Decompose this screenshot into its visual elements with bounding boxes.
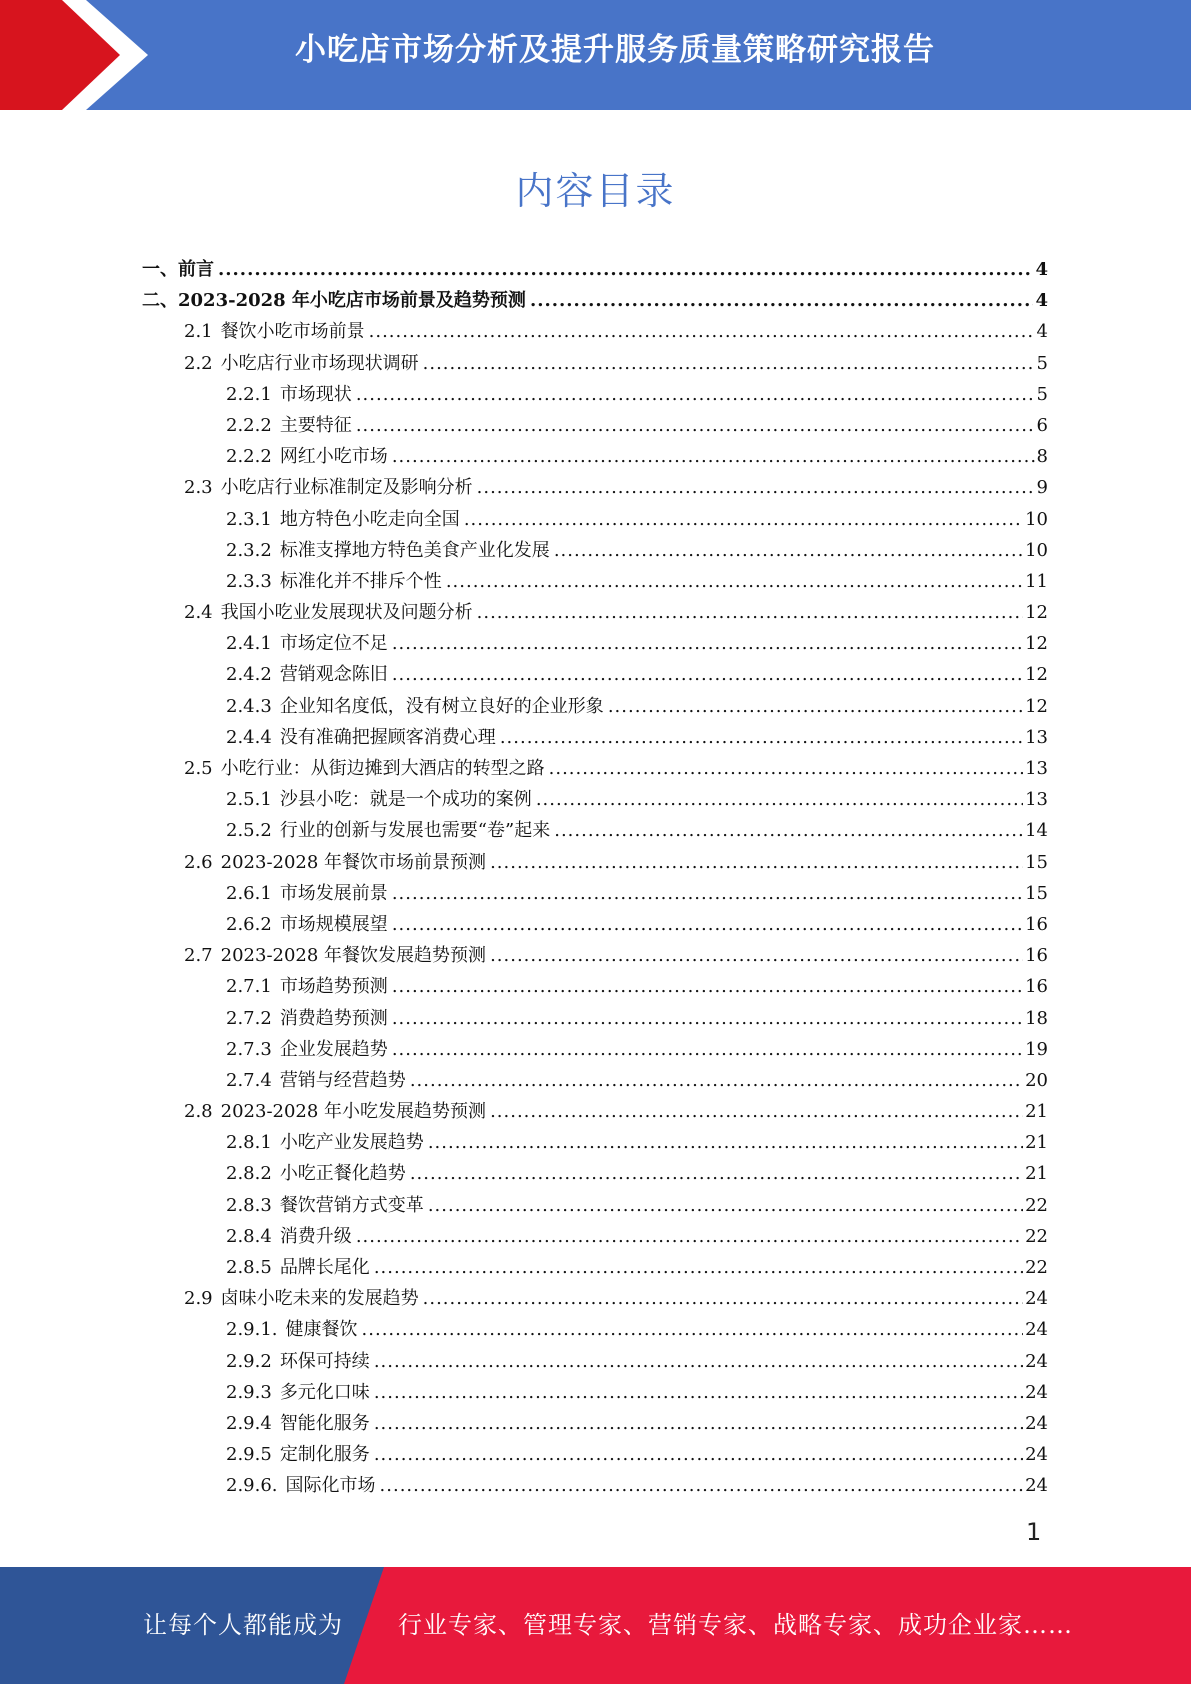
toc-entry-page: 14 [1025, 820, 1048, 842]
toc-entry-number: 2.2.2 [226, 414, 272, 436]
toc-entry[interactable] [142, 1127, 1048, 1158]
toc-entry[interactable] [142, 691, 1048, 722]
toc-entry-number: 2.2.1 [226, 383, 272, 405]
toc-entry-title: 国际化市场 [285, 1475, 376, 1497]
toc-entry-page: 24 [1025, 1319, 1048, 1341]
toc-entry[interactable] [142, 784, 1048, 815]
toc-entry-number: 2.7.2 [226, 1007, 272, 1029]
toc-dot-leader [392, 1034, 1023, 1065]
toc-entry-title: 营销与经营趋势 [279, 1069, 406, 1091]
toc-entry-title: 标准支撑地方特色美食产业化发展 [279, 539, 550, 561]
toc-dot-leader [608, 691, 1023, 722]
toc-entry-title: 小吃产业发展趋势 [279, 1132, 424, 1154]
toc-entry[interactable] [142, 1190, 1048, 1221]
toc-dot-leader [410, 1065, 1023, 1096]
toc-entry-title: 消费升级 [279, 1225, 352, 1247]
toc-entry[interactable] [142, 1346, 1048, 1377]
toc-entry-title: 环保可持续 [279, 1350, 370, 1372]
toc-entry-page: 21 [1025, 1163, 1048, 1185]
toc-entry[interactable] [142, 1377, 1048, 1408]
table-of-contents [142, 254, 1048, 1502]
toc-entry[interactable] [142, 566, 1048, 597]
toc-entry-number: 二、 [142, 290, 178, 312]
toc-entry-page: 4 [1035, 290, 1048, 312]
toc-entry-number: 2.8.4 [226, 1225, 272, 1247]
toc-entry-title: 健康餐饮 [285, 1319, 358, 1341]
toc-entry-title: 2023-2028 年小吃发展趋势预测 [220, 1101, 487, 1123]
toc-dot-leader [410, 1158, 1023, 1189]
toc-dot-leader [554, 815, 1023, 846]
toc-entry-page: 22 [1025, 1194, 1048, 1216]
toc-entry-title: 餐饮营销方式变革 [279, 1194, 424, 1216]
toc-heading: 内容目录 [515, 169, 676, 213]
toc-entry-title: 小吃行业：从街边摊到大酒店的转型之路 [220, 758, 545, 779]
toc-entry[interactable] [142, 1158, 1048, 1189]
toc-entry-title: 网红小吃市场 [279, 446, 388, 468]
toc-dot-leader [530, 285, 1034, 316]
toc-dot-leader [392, 971, 1023, 1002]
toc-entry[interactable] [142, 753, 1048, 784]
toc-entry[interactable] [142, 379, 1048, 410]
toc-dot-leader [392, 1003, 1023, 1034]
toc-entry[interactable] [142, 1252, 1048, 1283]
toc-entry-page: 16 [1025, 945, 1048, 967]
toc-entry-page: 8 [1036, 446, 1048, 468]
toc-entry[interactable] [142, 472, 1048, 503]
toc-entry-number: 2.9.2 [226, 1350, 272, 1372]
toc-entry-number: 2.9.6. [226, 1475, 278, 1497]
toc-entry[interactable] [142, 1221, 1048, 1252]
toc-entry-page: 16 [1025, 913, 1048, 935]
toc-entry[interactable] [142, 504, 1048, 535]
toc-entry-number: 2.5.1 [226, 789, 272, 811]
toc-entry-number: 2.2 [184, 352, 213, 374]
toc-entry-page: 21 [1025, 1101, 1048, 1123]
toc-entry[interactable] [142, 348, 1048, 379]
toc-entry-number: 一、 [142, 259, 178, 280]
toc-dot-leader [218, 254, 1033, 285]
toc-entry-page: 13 [1025, 789, 1048, 811]
toc-entry-page: 16 [1025, 976, 1048, 998]
toc-dot-leader [477, 597, 1023, 628]
toc-entry-number: 2.3.3 [226, 570, 272, 592]
toc-entry-title: 2023-2028 年餐饮发展趋势预测 [220, 945, 487, 967]
toc-entry[interactable] [142, 441, 1048, 472]
toc-entry-page: 13 [1025, 758, 1048, 779]
toc-entry-page: 13 [1025, 726, 1048, 748]
toc-dot-leader [490, 847, 1023, 878]
toc-dot-leader [374, 1346, 1023, 1377]
toc-dot-leader [554, 535, 1023, 566]
toc-entry[interactable] [142, 1283, 1048, 1314]
toc-dot-leader [464, 504, 1023, 535]
toc-entry-number: 2.8.5 [226, 1257, 272, 1278]
toc-entry-title: 消费趋势预测 [279, 1007, 388, 1029]
toc-dot-leader [392, 659, 1023, 690]
toc-dot-leader [374, 1408, 1023, 1439]
toc-dot-leader [490, 940, 1023, 971]
toc-entry-page: 12 [1025, 695, 1048, 717]
toc-entry-number: 2.7.1 [226, 976, 272, 998]
toc-entry[interactable] [142, 878, 1048, 909]
toc-dot-leader [392, 878, 1023, 909]
toc-dot-leader [369, 316, 1035, 347]
toc-entry[interactable] [142, 1408, 1048, 1439]
toc-entry-page: 20 [1025, 1069, 1048, 1091]
toc-entry[interactable] [142, 1439, 1048, 1470]
toc-entry-page: 10 [1025, 539, 1048, 561]
toc-entry[interactable] [142, 815, 1048, 846]
toc-entry-number: 2.8 [184, 1101, 213, 1123]
toc-entry-title: 地方特色小吃走向全国 [279, 508, 460, 530]
toc-entry-title: 企业知名度低，没有树立良好的企业形象 [279, 695, 604, 717]
toc-entry-page: 24 [1025, 1288, 1048, 1310]
toc-entry-page: 12 [1025, 633, 1048, 655]
toc-entry-number: 2.9.4 [226, 1412, 272, 1434]
toc-dot-leader [374, 1439, 1023, 1470]
toc-entry-page: 5 [1036, 352, 1048, 374]
toc-entry-title: 营销观念陈旧 [279, 664, 388, 686]
toc-entry-number: 2.5.2 [226, 820, 272, 842]
toc-entry-number: 2.2.2 [226, 446, 272, 468]
toc-entry-number: 2.8.3 [226, 1194, 272, 1216]
toc-entry-page: 12 [1025, 602, 1048, 624]
toc-entry-number: 2.7.4 [226, 1069, 272, 1091]
toc-entry-page: 10 [1025, 508, 1048, 530]
toc-entry-number: 2.3 [184, 477, 213, 499]
toc-entry-title: 没有准确把握顾客消费心理 [279, 726, 496, 748]
toc-entry-number: 2.9.5 [226, 1444, 272, 1466]
toc-entry-number: 2.6.2 [226, 913, 272, 935]
toc-entry-number: 2.4.4 [226, 726, 272, 748]
toc-entry[interactable] [142, 909, 1048, 940]
toc-entry-page: 24 [1025, 1412, 1048, 1434]
toc-entry-page: 4 [1035, 259, 1048, 280]
toc-entry-title: 小吃店行业标准制定及影响分析 [220, 477, 473, 499]
toc-entry[interactable] [142, 285, 1048, 316]
toc-dot-leader [392, 909, 1023, 940]
toc-entry-page: 5 [1036, 383, 1048, 405]
toc-entry-page: 22 [1025, 1225, 1048, 1247]
toc-entry-page: 21 [1025, 1132, 1048, 1154]
toc-entry[interactable] [142, 410, 1048, 441]
toc-entry[interactable] [142, 1065, 1048, 1096]
toc-entry-number: 2.9.1. [226, 1319, 278, 1341]
toc-entry-title: 市场规模展望 [279, 913, 388, 935]
header-band [0, 0, 1191, 110]
toc-entry-title: 市场现状 [279, 383, 352, 405]
toc-entry-title: 市场趋势预测 [279, 976, 388, 998]
toc-dot-leader [374, 1377, 1023, 1408]
toc-dot-leader [423, 348, 1035, 379]
toc-entry-number: 2.3.2 [226, 539, 272, 561]
toc-entry-number: 2.4.1 [226, 633, 272, 655]
toc-dot-leader [500, 722, 1023, 753]
toc-entry-number: 2.9 [184, 1288, 213, 1310]
toc-entry-title: 餐饮小吃市场前景 [220, 321, 365, 343]
toc-entry[interactable] [142, 847, 1048, 878]
toc-entry-number: 2.8.2 [226, 1163, 272, 1185]
toc-dot-leader [392, 628, 1023, 659]
toc-entry-title: 沙县小吃：就是一个成功的案例 [279, 789, 532, 811]
toc-entry[interactable] [142, 254, 1048, 285]
toc-entry-title: 2023-2028 年餐饮市场前景预测 [220, 851, 487, 873]
toc-entry[interactable] [142, 1470, 1048, 1501]
toc-entry[interactable] [142, 535, 1048, 566]
toc-entry-page: 9 [1036, 477, 1048, 499]
toc-entry-title: 企业发展趋势 [279, 1038, 388, 1060]
toc-entry-title: 市场发展前景 [279, 882, 388, 904]
toc-dot-leader [536, 784, 1023, 815]
toc-dot-leader [490, 1096, 1023, 1127]
toc-entry[interactable] [142, 628, 1048, 659]
toc-entry-title: 小吃正餐化趋势 [279, 1163, 406, 1185]
toc-entry-title: 智能化服务 [279, 1412, 370, 1434]
toc-entry-title: 行业的创新与发展也需要“卷”起来 [279, 820, 551, 842]
toc-entry[interactable] [142, 1096, 1048, 1127]
toc-entry-title: 2023-2028 年小吃店市场前景及趋势预测 [178, 290, 526, 312]
toc-entry-page: 4 [1036, 321, 1048, 343]
toc-dot-leader [356, 410, 1035, 441]
footer-roles: 行业专家、管理专家、营销专家、战略专家、成功企业家…… [398, 1611, 1073, 1639]
toc-entry-number: 2.5 [184, 758, 213, 779]
toc-entry-page: 19 [1025, 1038, 1048, 1060]
toc-entry-page: 24 [1025, 1381, 1048, 1403]
toc-dot-leader [477, 472, 1035, 503]
toc-entry-number: 2.4.2 [226, 664, 272, 686]
toc-entry-number: 2.4.3 [226, 695, 272, 717]
toc-entry-page: 6 [1036, 414, 1048, 436]
toc-entry-title: 市场定位不足 [279, 633, 388, 655]
toc-entry-number: 2.7.3 [226, 1038, 272, 1060]
toc-entry[interactable] [142, 1003, 1048, 1034]
toc-entry[interactable] [142, 597, 1048, 628]
toc-dot-leader [356, 1221, 1023, 1252]
toc-entry[interactable] [142, 1314, 1048, 1345]
toc-entry[interactable] [142, 940, 1048, 971]
toc-entry-page: 11 [1025, 570, 1048, 592]
toc-entry-title: 前言 [178, 259, 214, 280]
toc-entry-title: 我国小吃业发展现状及问题分析 [220, 602, 473, 624]
toc-entry-number: 2.8.1 [226, 1132, 272, 1154]
toc-dot-leader [374, 1252, 1023, 1283]
toc-dot-leader [423, 1283, 1023, 1314]
toc-dot-leader [380, 1470, 1024, 1501]
toc-entry-page: 24 [1025, 1444, 1048, 1466]
toc-entry[interactable] [142, 659, 1048, 690]
toc-entry-title: 标准化并不排斥个性 [279, 570, 442, 592]
toc-entry-page: 18 [1025, 1007, 1048, 1029]
toc-entry-page: 22 [1025, 1257, 1048, 1278]
toc-entry[interactable] [142, 722, 1048, 753]
toc-entry-title: 定制化服务 [279, 1444, 370, 1466]
toc-dot-leader [356, 379, 1035, 410]
toc-entry-title: 品牌长尾化 [279, 1257, 370, 1278]
toc-dot-leader [446, 566, 1023, 597]
toc-entry-number: 2.6 [184, 851, 213, 873]
toc-entry-page: 15 [1025, 851, 1048, 873]
toc-entry-number: 2.4 [184, 602, 213, 624]
toc-dot-leader [428, 1127, 1023, 1158]
toc-entry-number: 2.7 [184, 945, 213, 967]
toc-entry-page: 15 [1025, 882, 1048, 904]
toc-entry[interactable] [142, 1034, 1048, 1065]
toc-entry-title: 主要特征 [279, 414, 352, 436]
toc-entry-title: 卤味小吃未来的发展趋势 [220, 1288, 419, 1310]
toc-entry-page: 24 [1025, 1350, 1048, 1372]
toc-entry-page: 24 [1025, 1475, 1048, 1497]
toc-entry-number: 2.3.1 [226, 508, 272, 530]
toc-entry[interactable] [142, 316, 1048, 347]
header-title: 小吃店市场分析及提升服务质量策略研究报告 [295, 32, 935, 68]
toc-entry-title: 小吃店行业市场现状调研 [220, 352, 419, 374]
toc-dot-leader [428, 1190, 1023, 1221]
footer-band [0, 1567, 1191, 1684]
toc-dot-leader [392, 441, 1035, 472]
toc-entry-number: 2.1 [184, 321, 213, 343]
footer-slogan: 让每个人都能成为 [143, 1611, 343, 1639]
toc-entry[interactable] [142, 971, 1048, 1002]
toc-dot-leader [549, 753, 1023, 784]
toc-entry-number: 2.6.1 [226, 882, 272, 904]
page-number: 1 [1026, 1518, 1042, 1546]
toc-dot-leader [362, 1314, 1024, 1345]
toc-entry-title: 多元化口味 [279, 1381, 370, 1403]
toc-entry-page: 12 [1025, 664, 1048, 686]
toc-entry-number: 2.9.3 [226, 1381, 272, 1403]
